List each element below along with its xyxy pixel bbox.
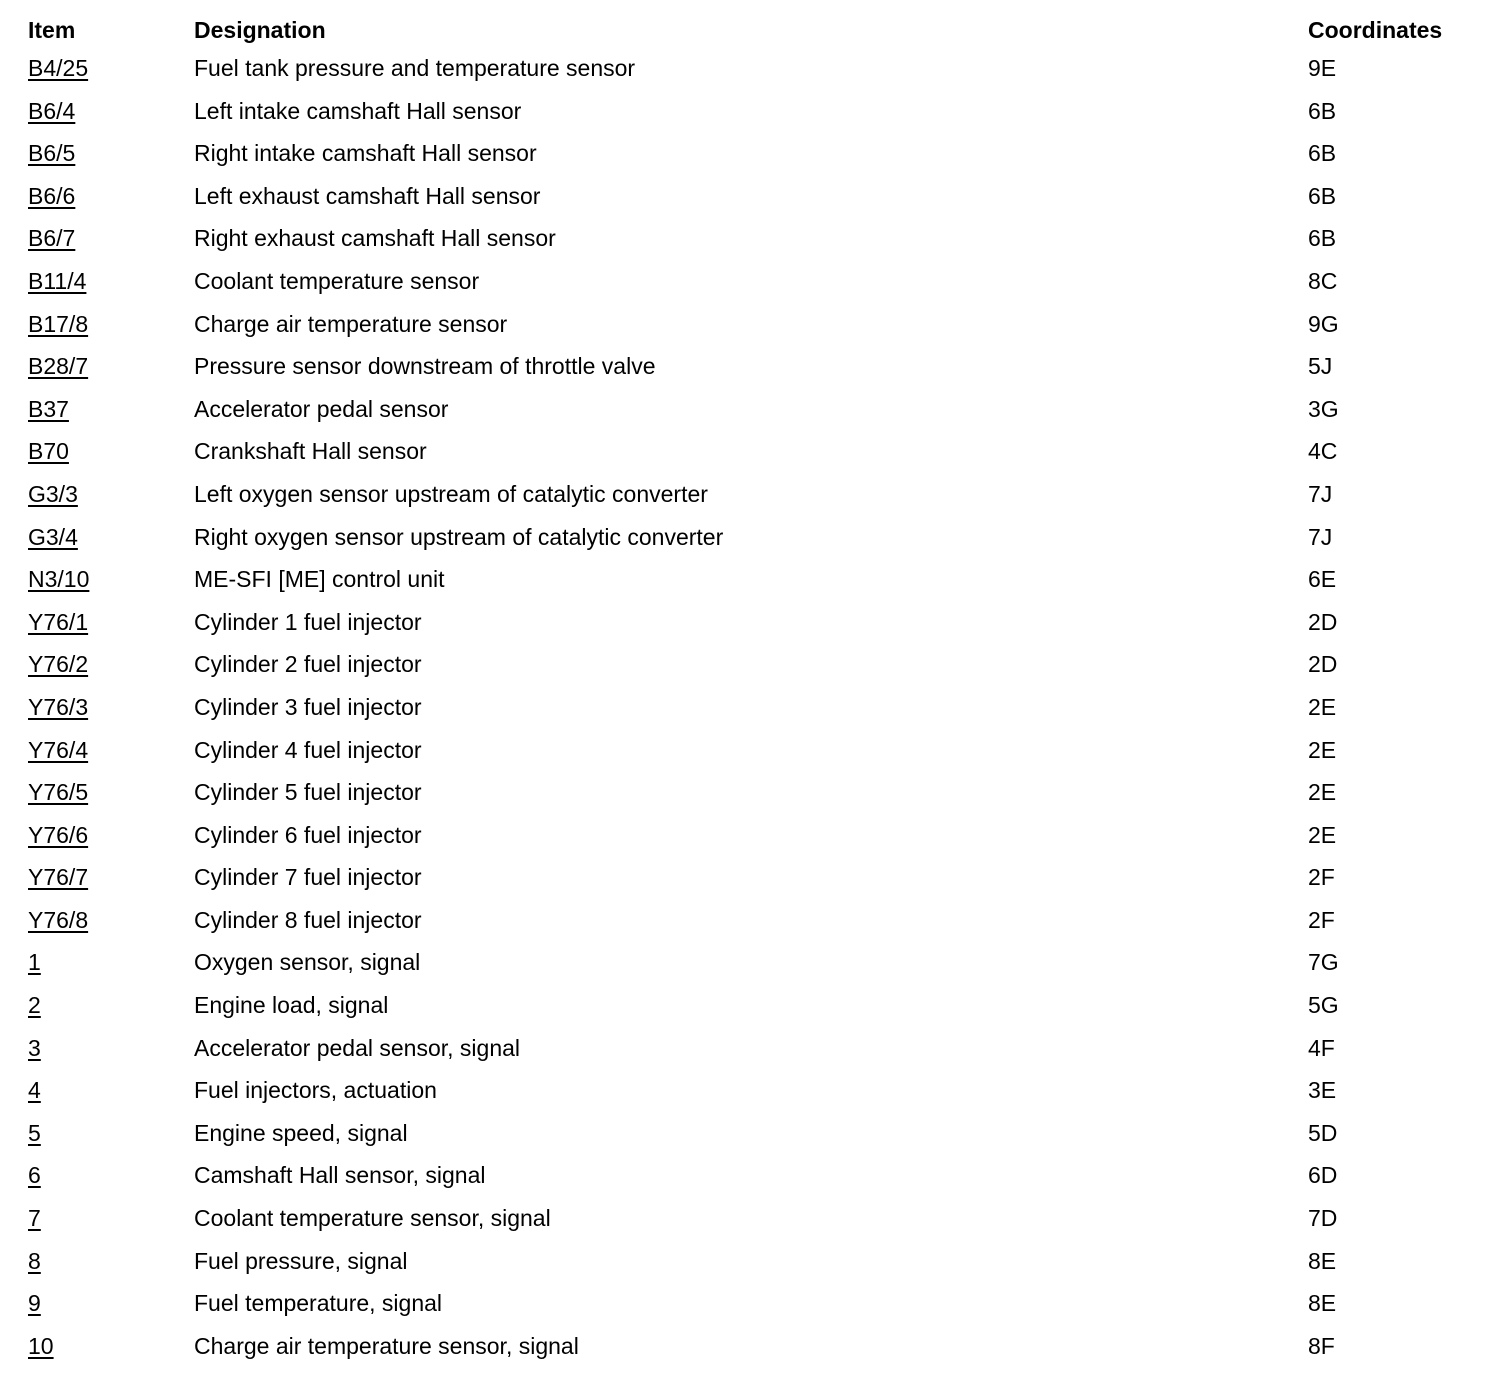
item-link[interactable]: Y76/6: [28, 821, 89, 848]
item-link[interactable]: Y76/3: [28, 693, 89, 720]
coordinates-text: 6E: [1308, 566, 1337, 593]
legend-table: [28, 14, 1478, 1372]
designation-text: Right oxygen sensor upstream of catalytic converter: [194, 523, 724, 550]
table-row: [28, 691, 1478, 734]
table-row: [28, 1074, 1478, 1117]
table-row: [28, 265, 1478, 308]
coordinates-text: 6B: [1308, 225, 1337, 252]
designation-text: Accelerator pedal sensor: [194, 395, 449, 422]
designation-text: Right exhaust camshaft Hall sensor: [194, 225, 556, 252]
designation-text: Charge air temperature sensor, signal: [194, 1332, 579, 1359]
table-header: [28, 14, 1478, 52]
designation-text: Charge air temperature sensor: [194, 310, 508, 337]
coordinates-text: 2D: [1308, 651, 1338, 678]
table-row: [28, 819, 1478, 862]
item-link[interactable]: B6/7: [28, 225, 76, 252]
designation-text: Left oxygen sensor upstream of catalytic converter: [194, 480, 708, 507]
designation-text: Fuel temperature, signal: [194, 1290, 443, 1317]
designation-text: Cylinder 8 fuel injector: [194, 906, 422, 933]
table-row: [28, 350, 1478, 393]
item-link[interactable]: N3/10: [28, 566, 90, 593]
designation-text: Cylinder 1 fuel injector: [194, 608, 422, 635]
coordinates-text: 2E: [1308, 693, 1337, 720]
item-link[interactable]: B28/7: [28, 353, 89, 380]
table-row: [28, 1159, 1478, 1202]
item-link[interactable]: 9: [28, 1290, 41, 1317]
table-row: [28, 1117, 1478, 1160]
coordinates-text: 9E: [1308, 55, 1337, 81]
item-link[interactable]: G3/3: [28, 480, 78, 507]
item-link[interactable]: B6/5: [28, 140, 76, 167]
coordinates-text: 8C: [1308, 267, 1338, 294]
coordinates-text: 6B: [1308, 140, 1337, 167]
item-link[interactable]: 4: [28, 1077, 41, 1104]
designation-text: Fuel tank pressure and temperature sensor: [194, 55, 636, 81]
header-item: Item: [28, 17, 76, 43]
designation-text: Pressure sensor downstream of throttle valve: [194, 353, 656, 380]
item-link[interactable]: Y76/8: [28, 906, 89, 933]
table-row: [28, 52, 1478, 95]
item-link[interactable]: Y76/2: [28, 651, 89, 678]
table-row: [28, 1245, 1478, 1288]
item-link[interactable]: B6/6: [28, 182, 76, 209]
header-designation: Designation: [194, 17, 326, 43]
item-link[interactable]: 3: [28, 1034, 41, 1061]
coordinates-text: 4C: [1308, 438, 1338, 465]
designation-text: Cylinder 7 fuel injector: [194, 864, 422, 891]
designation-text: Accelerator pedal sensor, signal: [194, 1034, 521, 1061]
coordinates-text: 9G: [1308, 310, 1339, 337]
designation-text: Cylinder 6 fuel injector: [194, 821, 422, 848]
coordinates-text: 2E: [1308, 736, 1337, 763]
table-row: [28, 946, 1478, 989]
table-row: [28, 521, 1478, 564]
table-row: [28, 393, 1478, 436]
item-link[interactable]: 7: [28, 1205, 41, 1232]
coordinates-text: 7J: [1308, 523, 1333, 550]
designation-text: Cylinder 3 fuel injector: [194, 693, 422, 720]
designation-text: ME-SFI [ME] control unit: [194, 566, 445, 593]
table-row: [28, 1330, 1478, 1373]
table-row: [28, 563, 1478, 606]
item-link[interactable]: B4/25: [28, 55, 89, 81]
designation-text: Right intake camshaft Hall sensor: [194, 140, 537, 167]
coordinates-text: 6D: [1308, 1162, 1338, 1189]
designation-text: Engine load, signal: [194, 992, 389, 1019]
coordinates-text: 2F: [1308, 864, 1335, 891]
coordinates-text: 2D: [1308, 608, 1338, 635]
table-row: [28, 606, 1478, 649]
table-row: [28, 1032, 1478, 1075]
coordinates-text: 7J: [1308, 480, 1333, 507]
designation-text: Camshaft Hall sensor, signal: [194, 1162, 486, 1189]
table-row: [28, 1287, 1478, 1330]
designation-text: Coolant temperature sensor: [194, 267, 480, 294]
designation-text: Cylinder 4 fuel injector: [194, 736, 422, 763]
coordinates-text: 5J: [1308, 353, 1333, 380]
table-row: [28, 989, 1478, 1032]
designation-text: Engine speed, signal: [194, 1119, 408, 1146]
table-row: [28, 861, 1478, 904]
coordinates-text: 2E: [1308, 779, 1337, 806]
header-coordinates: Coordinates: [1308, 17, 1443, 43]
item-link[interactable]: 6: [28, 1162, 41, 1189]
table-row: [28, 308, 1478, 351]
designation-text: Fuel pressure, signal: [194, 1247, 408, 1274]
item-link[interactable]: B6/4: [28, 97, 76, 124]
coordinates-text: 8E: [1308, 1290, 1337, 1317]
coordinates-text: 7D: [1308, 1205, 1338, 1232]
item-link[interactable]: Y76/5: [28, 779, 89, 806]
table-row: [28, 648, 1478, 691]
table-row: [28, 180, 1478, 223]
coordinates-text: 6B: [1308, 97, 1337, 124]
item-link[interactable]: Y76/1: [28, 608, 89, 635]
table-row: [28, 222, 1478, 265]
item-link[interactable]: 1: [28, 949, 41, 976]
designation-text: Cylinder 5 fuel injector: [194, 779, 422, 806]
coordinates-text: 6B: [1308, 182, 1337, 209]
item-link[interactable]: Y76/4: [28, 736, 89, 763]
item-link[interactable]: 8: [28, 1247, 41, 1274]
coordinates-text: 4F: [1308, 1034, 1335, 1061]
item-link[interactable]: 10: [28, 1332, 54, 1359]
designation-text: Cylinder 2 fuel injector: [194, 651, 422, 678]
designation-text: Oxygen sensor, signal: [194, 949, 421, 976]
coordinates-text: 2E: [1308, 821, 1337, 848]
table-row: [28, 435, 1478, 478]
item-link[interactable]: 2: [28, 992, 41, 1019]
coordinates-text: 3E: [1308, 1077, 1337, 1104]
coordinates-text: 5D: [1308, 1119, 1338, 1146]
table-row: [28, 734, 1478, 777]
coordinates-text: 3G: [1308, 395, 1339, 422]
item-link[interactable]: G3/4: [28, 523, 78, 550]
item-link[interactable]: Y76/7: [28, 864, 89, 891]
coordinates-text: 2F: [1308, 906, 1335, 933]
table-row: [28, 904, 1478, 947]
item-link[interactable]: 5: [28, 1119, 41, 1146]
table-row: [28, 1202, 1478, 1245]
designation-text: Left intake camshaft Hall sensor: [194, 97, 522, 124]
coordinates-text: 5G: [1308, 992, 1339, 1019]
designation-text: Fuel injectors, actuation: [194, 1077, 437, 1104]
coordinates-text: 8E: [1308, 1247, 1337, 1274]
item-link[interactable]: B37: [28, 395, 69, 422]
item-link[interactable]: B70: [28, 438, 69, 465]
table-row: [28, 478, 1478, 521]
table-row: [28, 776, 1478, 819]
table-row: [28, 95, 1478, 138]
designation-text: Left exhaust camshaft Hall sensor: [194, 182, 541, 209]
item-link[interactable]: B17/8: [28, 310, 89, 337]
coordinates-text: 7G: [1308, 949, 1339, 976]
table-row: [28, 137, 1478, 180]
table-body: [28, 52, 1478, 1372]
coordinates-text: 8F: [1308, 1332, 1335, 1359]
designation-text: Coolant temperature sensor, signal: [194, 1205, 551, 1232]
designation-text: Crankshaft Hall sensor: [194, 438, 427, 465]
item-link[interactable]: B11/4: [28, 267, 87, 294]
